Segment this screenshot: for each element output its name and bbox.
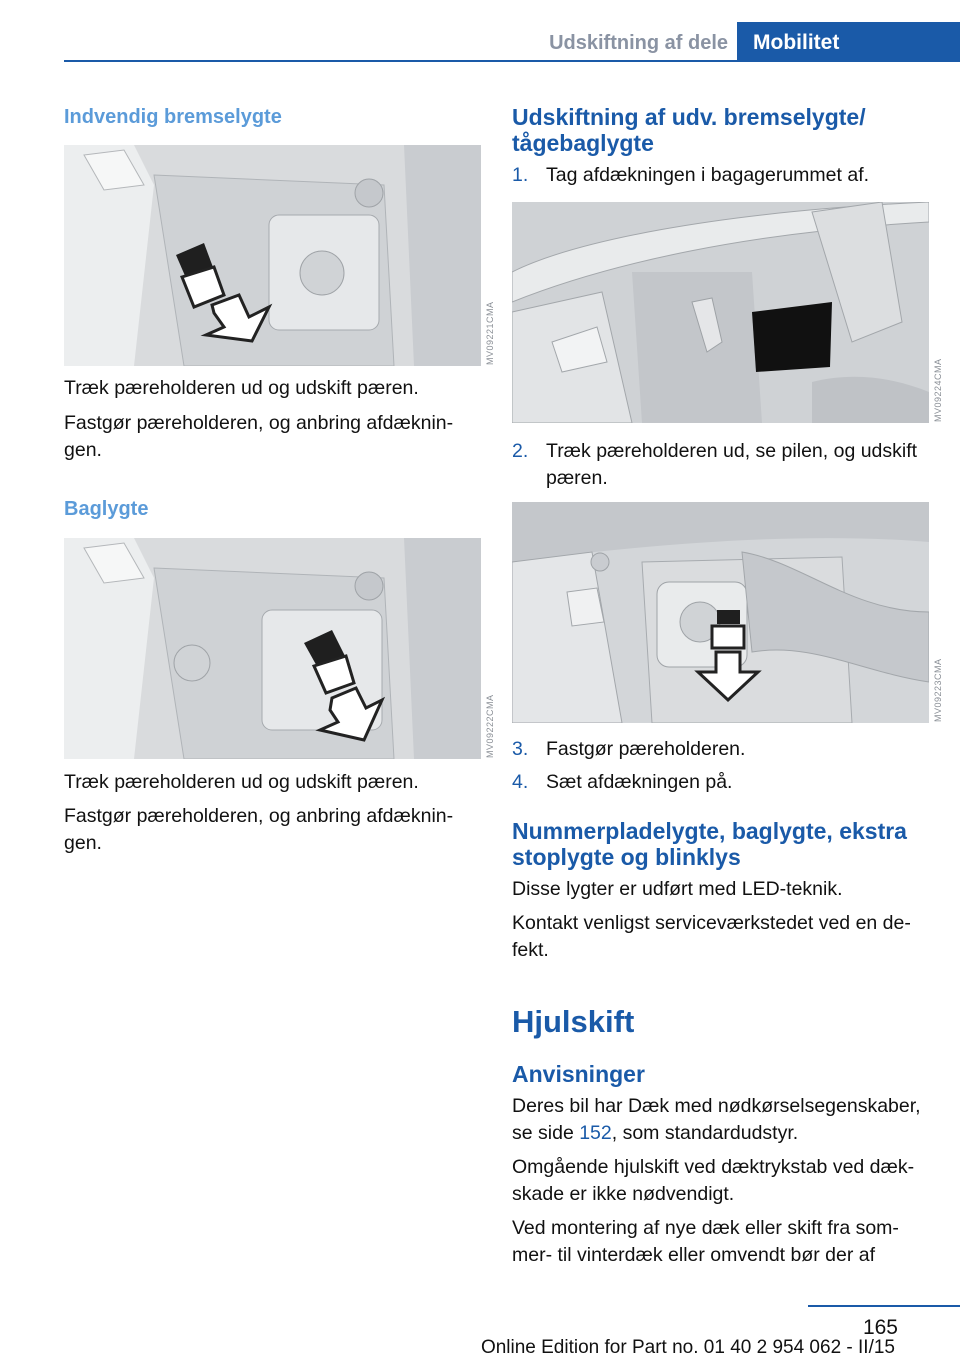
paragraph-right-3b-pre: se side <box>512 1122 580 1144</box>
figure-code-3: MV09224CMA <box>933 358 943 422</box>
paragraph-right-2b: fekt. <box>512 939 549 961</box>
figure-trunk-cover-illustration <box>512 202 929 423</box>
heading-udskiftning-b: tågebaglygte <box>512 130 654 156</box>
step-1-number: 1. <box>512 164 529 186</box>
figure-trunk-cover <box>512 202 929 423</box>
paragraph-right-1: Disse lygter er udført med LED-teknik. <box>512 878 843 900</box>
figure-code-2: MV09222CMA <box>485 694 495 758</box>
step-3-number: 3. <box>512 738 529 760</box>
paragraph-left-3: Træk pæreholderen ud og udskift pæren. <box>64 771 419 793</box>
paragraph-left-4b: gen. <box>64 832 102 854</box>
paragraph-right-5b: mer- til vinterdæk eller omvendt bør der af <box>512 1244 876 1266</box>
heading-nummerpladelygte-a: Nummerpladelygte, baglygte, ekstra <box>512 818 907 844</box>
step-2-text-b: pæren. <box>546 467 608 489</box>
heading-indvendig-bremselygte: Indvendig bremselygte <box>64 106 282 128</box>
paragraph-right-3b-post: , som standardudstyr. <box>611 1122 799 1144</box>
page-number: 165 <box>862 1316 898 1339</box>
paragraph-left-2a: Fastgør pæreholderen, og anbring afdæknin‐ <box>64 412 454 434</box>
figure-code-4: MV09223CMA <box>933 658 943 722</box>
step-4-text: Sæt afdækningen på. <box>546 771 733 793</box>
heading-baglygte: Baglygte <box>64 498 149 520</box>
step-2-number: 2. <box>512 440 529 462</box>
figure-interior-brake-light <box>64 145 481 366</box>
paragraph-right-3b <box>512 1120 798 1147</box>
header-section-title: Udskiftning af dele <box>549 32 728 54</box>
figure-rear-light <box>64 538 481 759</box>
step-2-text-a: Træk pæreholderen ud, se pilen, og udskift <box>546 440 918 462</box>
header-rule <box>64 60 960 62</box>
figure-bulb-holder-illustration <box>512 502 929 723</box>
paragraph-right-2a: Kontakt venligst serviceværkstedet ved en de‐ <box>512 912 911 934</box>
paragraph-left-2b: gen. <box>64 439 102 461</box>
figure-code-1: MV09221CMA <box>485 301 495 365</box>
page-reference-link[interactable]: 152 <box>579 1122 612 1144</box>
figure-rear-light-illustration <box>64 538 481 759</box>
heading-anvisninger: Anvisninger <box>512 1061 645 1087</box>
heading-hjulskift: Hjulskift <box>512 1004 635 1039</box>
paragraph-left-1: Træk pæreholderen ud og udskift pæren. <box>64 377 419 399</box>
paragraph-right-5a: Ved montering af nye dæk eller skift fra som‐ <box>512 1217 899 1239</box>
header-chapter-tab[interactable]: Mobilitet <box>737 22 960 62</box>
footer-rule <box>808 1305 960 1307</box>
step-1-text: Tag afdækningen i bagagerummet af. <box>546 164 870 186</box>
footer-edition: Online Edition for Part no. 01 40 2 954 062 - II/15 <box>480 1337 895 1358</box>
paragraph-right-3a: Deres bil har Dæk med nødkørselsegenskaber, <box>512 1095 921 1117</box>
figure-interior-brake-light-illustration <box>64 145 481 366</box>
heading-nummerpladelygte-b: stoplygte og blinklys <box>512 844 741 870</box>
paragraph-right-4b: skade er ikke nødvendigt. <box>512 1183 735 1205</box>
step-4-number: 4. <box>512 771 529 793</box>
paragraph-right-4a: Omgående hjulskift ved dæktrykstab ved dæk‐ <box>512 1156 915 1178</box>
step-3-text: Fastgør pæreholderen. <box>546 738 746 760</box>
paragraph-left-4a: Fastgør pæreholderen, og anbring afdæknin‐ <box>64 805 454 827</box>
figure-bulb-holder <box>512 502 929 723</box>
heading-udskiftning-a: Udskiftning af udv. bremselygte/ <box>512 104 866 130</box>
